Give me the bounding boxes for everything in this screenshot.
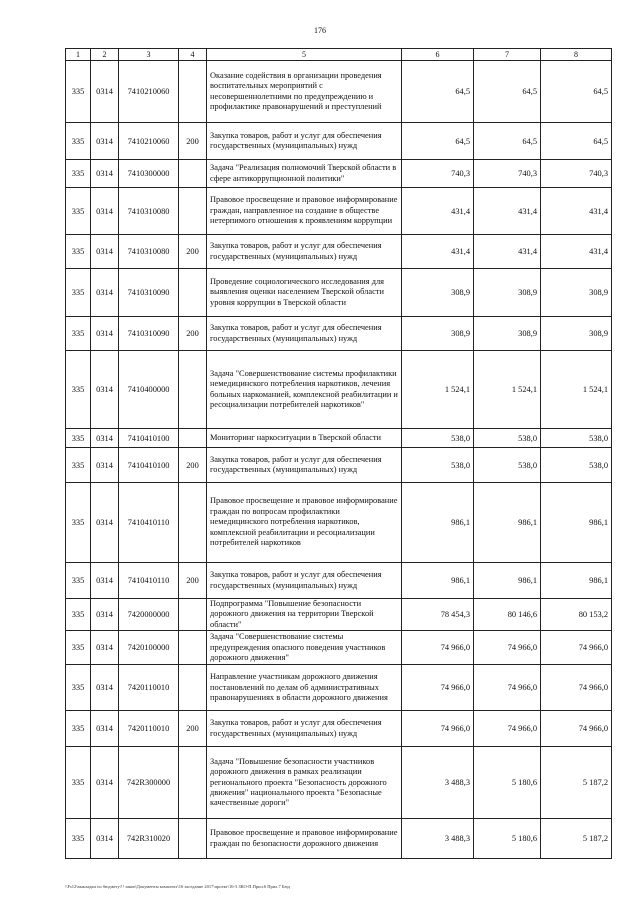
- section-code-cell: 0314: [91, 61, 119, 123]
- amount-year3-cell: 740,3: [541, 160, 612, 188]
- column-header: 6: [402, 49, 474, 61]
- amount-year2-cell: 308,9: [474, 269, 541, 317]
- expense-type-cell: [179, 599, 207, 631]
- column-header: 4: [179, 49, 207, 61]
- table-row: [66, 160, 612, 188]
- amount-year3-cell: 5 187,2: [541, 747, 612, 819]
- table-row: [66, 599, 612, 631]
- section-code-cell: 0314: [91, 599, 119, 631]
- ministry-code-cell: 335: [66, 123, 91, 160]
- table-row: [66, 351, 612, 429]
- ministry-code-cell: 335: [66, 188, 91, 235]
- section-code-cell: 0314: [91, 563, 119, 599]
- expense-type-cell: 200: [179, 317, 207, 351]
- target-article-cell: 7410210060: [119, 61, 179, 123]
- table-row: [66, 61, 612, 123]
- amount-year1-cell: 538,0: [402, 429, 474, 448]
- file-path-footer: \\Fs12\выкладки по бюджету\!! закон\Документы комплект\16 заседание 2017\проект\16-3 ЗКО-П.Прил.6 Прил.7 Бюд: [65, 884, 290, 889]
- amount-year1-cell: 74 966,0: [402, 665, 474, 711]
- ministry-code-cell: 335: [66, 317, 91, 351]
- table-body: [66, 61, 612, 859]
- table-row: [66, 269, 612, 317]
- amount-year1-cell: 1 524,1: [402, 351, 474, 429]
- section-code-cell: 0314: [91, 429, 119, 448]
- target-article-cell: 742R310020: [119, 819, 179, 859]
- amount-year1-cell: 3 488,3: [402, 747, 474, 819]
- section-code-cell: 0314: [91, 448, 119, 483]
- column-header: 1: [66, 49, 91, 61]
- ministry-code-cell: 335: [66, 235, 91, 269]
- expense-type-cell: [179, 351, 207, 429]
- expense-type-cell: 200: [179, 123, 207, 160]
- expense-type-cell: 200: [179, 448, 207, 483]
- target-article-cell: 7410410100: [119, 429, 179, 448]
- target-article-cell: 7410410110: [119, 563, 179, 599]
- amount-year3-cell: 986,1: [541, 483, 612, 563]
- table-row: [66, 317, 612, 351]
- description-cell: Правовое просвещение и правовое информирование граждан, направленное на создание в обществе нетерпимого отношения к проявлениям коррупции: [207, 188, 402, 235]
- target-article-cell: 7410410110: [119, 483, 179, 563]
- amount-year2-cell: 74 966,0: [474, 631, 541, 665]
- ministry-code-cell: 335: [66, 599, 91, 631]
- budget-table: [65, 48, 612, 859]
- page-number: 176: [314, 26, 326, 35]
- section-code-cell: 0314: [91, 188, 119, 235]
- description-cell: Задача "Повышение безопасности участников дорожного движения в рамках реализации регионального проекта "Безопасность дорожного движения" национального проекта "Безопасные качественные дороги": [207, 747, 402, 819]
- target-article-cell: 7420110010: [119, 711, 179, 747]
- ministry-code-cell: 335: [66, 665, 91, 711]
- ministry-code-cell: 335: [66, 631, 91, 665]
- table-row: [66, 235, 612, 269]
- amount-year2-cell: 74 966,0: [474, 665, 541, 711]
- section-code-cell: 0314: [91, 483, 119, 563]
- description-cell: Проведение социологического исследования для выявления оценки населением Тверской области уровня коррупции в Тверской области: [207, 269, 402, 317]
- description-cell: Задача "Совершенствование системы предупреждения опасного поведения участников дорожного движения": [207, 631, 402, 665]
- description-cell: Мониторинг наркоситуации в Тверской области: [207, 429, 402, 448]
- amount-year3-cell: 5 187,2: [541, 819, 612, 859]
- expense-type-cell: [179, 188, 207, 235]
- description-cell: Задача "Реализация полномочий Тверской области в сфере антикоррупционной политики": [207, 160, 402, 188]
- description-cell: Оказание содействия в организации проведения воспитательных мероприятий с несовершеннолетними по предупреждению и профилактике правонарушений и преступлений: [207, 61, 402, 123]
- section-code-cell: 0314: [91, 160, 119, 188]
- column-header: 3: [119, 49, 179, 61]
- target-article-cell: 7420110010: [119, 665, 179, 711]
- target-article-cell: 7410310080: [119, 235, 179, 269]
- description-cell: Закупка товаров, работ и услуг для обеспечения государственных (муниципальных) нужд: [207, 123, 402, 160]
- amount-year3-cell: 431,4: [541, 188, 612, 235]
- table-row: [66, 123, 612, 160]
- amount-year1-cell: 74 966,0: [402, 711, 474, 747]
- section-code-cell: 0314: [91, 665, 119, 711]
- amount-year1-cell: 74 966,0: [402, 631, 474, 665]
- section-code-cell: 0314: [91, 351, 119, 429]
- amount-year2-cell: 5 180,6: [474, 747, 541, 819]
- ministry-code-cell: 335: [66, 819, 91, 859]
- amount-year1-cell: 431,4: [402, 235, 474, 269]
- target-article-cell: 7410310090: [119, 269, 179, 317]
- description-cell: Задача "Совершенствование системы профилактики немедицинского потребления наркотиков, лечения больных наркоманией, комплексной реабилитации и ресоциализации потребителей наркотиков": [207, 351, 402, 429]
- amount-year2-cell: 80 146,6: [474, 599, 541, 631]
- amount-year1-cell: 78 454,3: [402, 599, 474, 631]
- amount-year2-cell: 538,0: [474, 429, 541, 448]
- amount-year2-cell: 5 180,6: [474, 819, 541, 859]
- amount-year1-cell: 986,1: [402, 563, 474, 599]
- column-header: 2: [91, 49, 119, 61]
- description-cell: Закупка товаров, работ и услуг для обеспечения государственных (муниципальных) нужд: [207, 235, 402, 269]
- amount-year2-cell: 431,4: [474, 235, 541, 269]
- section-code-cell: 0314: [91, 747, 119, 819]
- amount-year3-cell: 538,0: [541, 448, 612, 483]
- description-cell: Правовое просвещение и правовое информирование граждан по вопросам профилактики немедицинского потребления наркотиков, комплексной реабилитации и ресоциализации потребителей наркотиков: [207, 483, 402, 563]
- amount-year2-cell: 986,1: [474, 483, 541, 563]
- target-article-cell: 7410310090: [119, 317, 179, 351]
- table-row: [66, 448, 612, 483]
- amount-year1-cell: 308,9: [402, 317, 474, 351]
- section-code-cell: 0314: [91, 711, 119, 747]
- description-cell: Закупка товаров, работ и услуг для обеспечения государственных (муниципальных) нужд: [207, 711, 402, 747]
- target-article-cell: 742R300000: [119, 747, 179, 819]
- amount-year3-cell: 64,5: [541, 61, 612, 123]
- target-article-cell: 7420000000: [119, 599, 179, 631]
- table-header-row: [66, 49, 612, 61]
- description-cell: Закупка товаров, работ и услуг для обеспечения государственных (муниципальных) нужд: [207, 317, 402, 351]
- amount-year1-cell: 431,4: [402, 188, 474, 235]
- section-code-cell: 0314: [91, 235, 119, 269]
- ministry-code-cell: 335: [66, 747, 91, 819]
- amount-year3-cell: 74 966,0: [541, 631, 612, 665]
- description-cell: Закупка товаров, работ и услуг для обеспечения государственных (муниципальных) нужд: [207, 448, 402, 483]
- amount-year2-cell: 308,9: [474, 317, 541, 351]
- amount-year2-cell: 64,5: [474, 123, 541, 160]
- amount-year1-cell: 986,1: [402, 483, 474, 563]
- table-row: [66, 747, 612, 819]
- section-code-cell: 0314: [91, 269, 119, 317]
- expense-type-cell: [179, 631, 207, 665]
- section-code-cell: 0314: [91, 123, 119, 160]
- ministry-code-cell: 335: [66, 448, 91, 483]
- amount-year3-cell: 74 966,0: [541, 711, 612, 747]
- section-code-cell: 0314: [91, 631, 119, 665]
- amount-year3-cell: 308,9: [541, 269, 612, 317]
- amount-year1-cell: 64,5: [402, 123, 474, 160]
- amount-year3-cell: 80 153,2: [541, 599, 612, 631]
- target-article-cell: 7410310080: [119, 188, 179, 235]
- ministry-code-cell: 335: [66, 160, 91, 188]
- amount-year1-cell: 740,3: [402, 160, 474, 188]
- table-row: [66, 563, 612, 599]
- description-cell: Направление участникам дорожного движения постановлений по делам об административных правонарушениях в области дорожного движения: [207, 665, 402, 711]
- description-cell: Подпрограмма "Повышение безопасности дорожного движения на территории Тверской области": [207, 599, 402, 631]
- ministry-code-cell: 335: [66, 483, 91, 563]
- column-header: 7: [474, 49, 541, 61]
- ministry-code-cell: 335: [66, 429, 91, 448]
- amount-year3-cell: 1 524,1: [541, 351, 612, 429]
- table-row: [66, 483, 612, 563]
- table-row: [66, 665, 612, 711]
- ministry-code-cell: 335: [66, 711, 91, 747]
- expense-type-cell: [179, 429, 207, 448]
- amount-year3-cell: 538,0: [541, 429, 612, 448]
- amount-year1-cell: 64,5: [402, 61, 474, 123]
- target-article-cell: 7410300000: [119, 160, 179, 188]
- target-article-cell: 7420100000: [119, 631, 179, 665]
- expense-type-cell: [179, 61, 207, 123]
- amount-year3-cell: 431,4: [541, 235, 612, 269]
- amount-year1-cell: 3 488,3: [402, 819, 474, 859]
- target-article-cell: 7410400000: [119, 351, 179, 429]
- table-row: [66, 429, 612, 448]
- amount-year2-cell: 1 524,1: [474, 351, 541, 429]
- amount-year2-cell: 64,5: [474, 61, 541, 123]
- expense-type-cell: 200: [179, 711, 207, 747]
- expense-type-cell: [179, 160, 207, 188]
- expense-type-cell: [179, 483, 207, 563]
- expense-type-cell: 200: [179, 235, 207, 269]
- amount-year2-cell: 986,1: [474, 563, 541, 599]
- ministry-code-cell: 335: [66, 269, 91, 317]
- ministry-code-cell: 335: [66, 563, 91, 599]
- section-code-cell: 0314: [91, 819, 119, 859]
- description-cell: Закупка товаров, работ и услуг для обеспечения государственных (муниципальных) нужд: [207, 563, 402, 599]
- amount-year2-cell: 431,4: [474, 188, 541, 235]
- target-article-cell: 7410410100: [119, 448, 179, 483]
- table-row: [66, 711, 612, 747]
- amount-year1-cell: 538,0: [402, 448, 474, 483]
- table-row: [66, 819, 612, 859]
- ministry-code-cell: 335: [66, 351, 91, 429]
- table-row: [66, 631, 612, 665]
- amount-year2-cell: 740,3: [474, 160, 541, 188]
- amount-year2-cell: 538,0: [474, 448, 541, 483]
- column-header: 8: [541, 49, 612, 61]
- expense-type-cell: [179, 665, 207, 711]
- expense-type-cell: [179, 747, 207, 819]
- ministry-code-cell: 335: [66, 61, 91, 123]
- amount-year2-cell: 74 966,0: [474, 711, 541, 747]
- expense-type-cell: 200: [179, 563, 207, 599]
- amount-year3-cell: 308,9: [541, 317, 612, 351]
- target-article-cell: 7410210060: [119, 123, 179, 160]
- column-header: 5: [207, 49, 402, 61]
- amount-year1-cell: 308,9: [402, 269, 474, 317]
- amount-year3-cell: 74 966,0: [541, 665, 612, 711]
- section-code-cell: 0314: [91, 317, 119, 351]
- amount-year3-cell: 64,5: [541, 123, 612, 160]
- amount-year3-cell: 986,1: [541, 563, 612, 599]
- expense-type-cell: [179, 269, 207, 317]
- expense-type-cell: [179, 819, 207, 859]
- description-cell: Правовое просвещение и правовое информирование граждан по безопасности дорожного движения: [207, 819, 402, 859]
- table-row: [66, 188, 612, 235]
